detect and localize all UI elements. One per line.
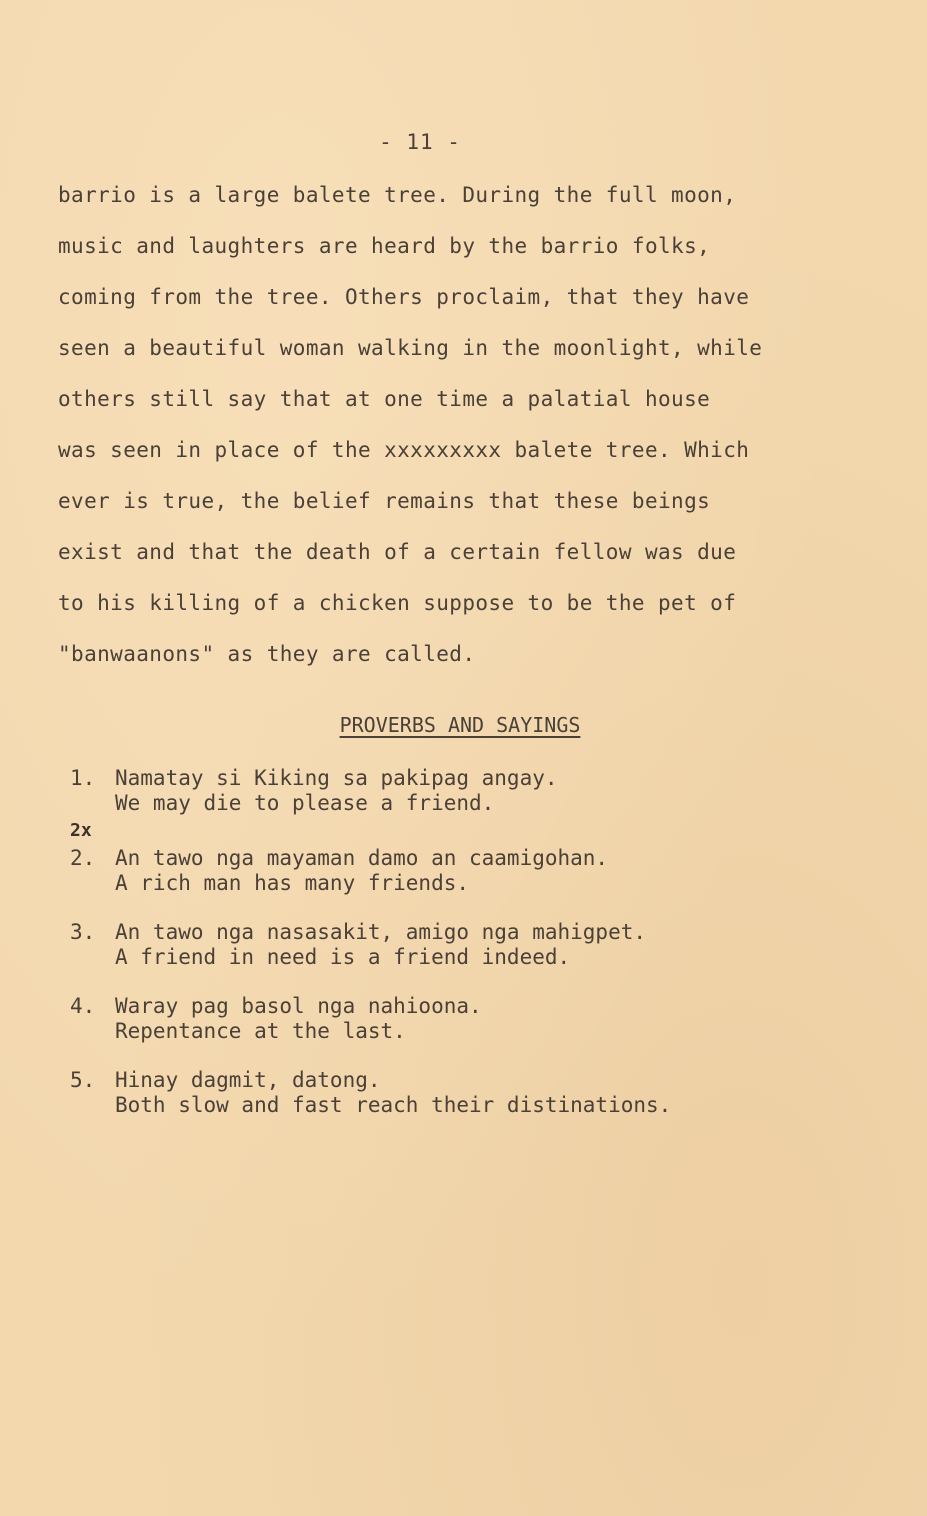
proverb-list: [70, 766, 910, 1142]
body-line: music and laughters are heard by the barrio folks,: [58, 234, 711, 258]
body-line: exist and that the death of a certain fellow was due: [58, 540, 737, 564]
proverb-english-text: Repentance at the last.: [115, 1019, 406, 1043]
proverb-english-text: Both slow and fast reach their distinations.: [115, 1093, 672, 1117]
body-line: barrio is a large balete tree. During the full moon,: [58, 183, 737, 207]
body-line: ever is true, the belief remains that these beings: [58, 489, 711, 513]
proverb-native-text: An tawo nga mayaman damo an caamigohan.: [115, 846, 609, 870]
body-line: others still say that at one time a palatial house: [58, 387, 711, 411]
body-line: was seen in place of the xxxxxxxxx balete tree. Which: [58, 438, 750, 462]
proverb-native-text: Waray pag basol nga nahioona.: [115, 994, 482, 1018]
proverb-native-text: Namatay si Kiking sa pakipag angay.: [115, 766, 558, 790]
proverb-item: [70, 1068, 910, 1118]
body-line: to his killing of a chicken suppose to be the pet of: [58, 591, 737, 615]
proverb-item: [70, 920, 910, 970]
stray-typed-mark: 2x: [70, 820, 92, 841]
proverb-number: 1.: [70, 766, 96, 790]
proverb-item: [70, 994, 910, 1044]
proverb-number: 4.: [70, 994, 96, 1018]
proverb-native-text: Hinay dagmit, datong.: [115, 1068, 381, 1092]
proverb-number: 2.: [70, 846, 96, 870]
proverb-item: [70, 766, 910, 816]
proverb-english-text: A friend in need is a friend indeed.: [115, 945, 571, 969]
body-paragraph: [58, 178, 918, 688]
proverb-number: 5.: [70, 1068, 96, 1092]
proverb-item: [70, 846, 910, 896]
proverb-number: 3.: [70, 920, 96, 944]
proverb-native-text: An tawo nga nasasakit, amigo nga mahigpet.: [115, 920, 647, 944]
body-line: seen a beautiful woman walking in the moonlight, while: [58, 336, 763, 360]
proverb-english-text: We may die to please a friend.: [115, 791, 495, 815]
section-heading: PROVERBS AND SAYINGS: [339, 713, 581, 737]
proverb-english-text: A rich man has many friends.: [115, 871, 470, 895]
page-number: - 11 -: [379, 130, 461, 154]
body-line: "banwaanons" as they are called.: [58, 642, 476, 666]
body-line: coming from the tree. Others proclaim, that they have: [58, 285, 750, 309]
